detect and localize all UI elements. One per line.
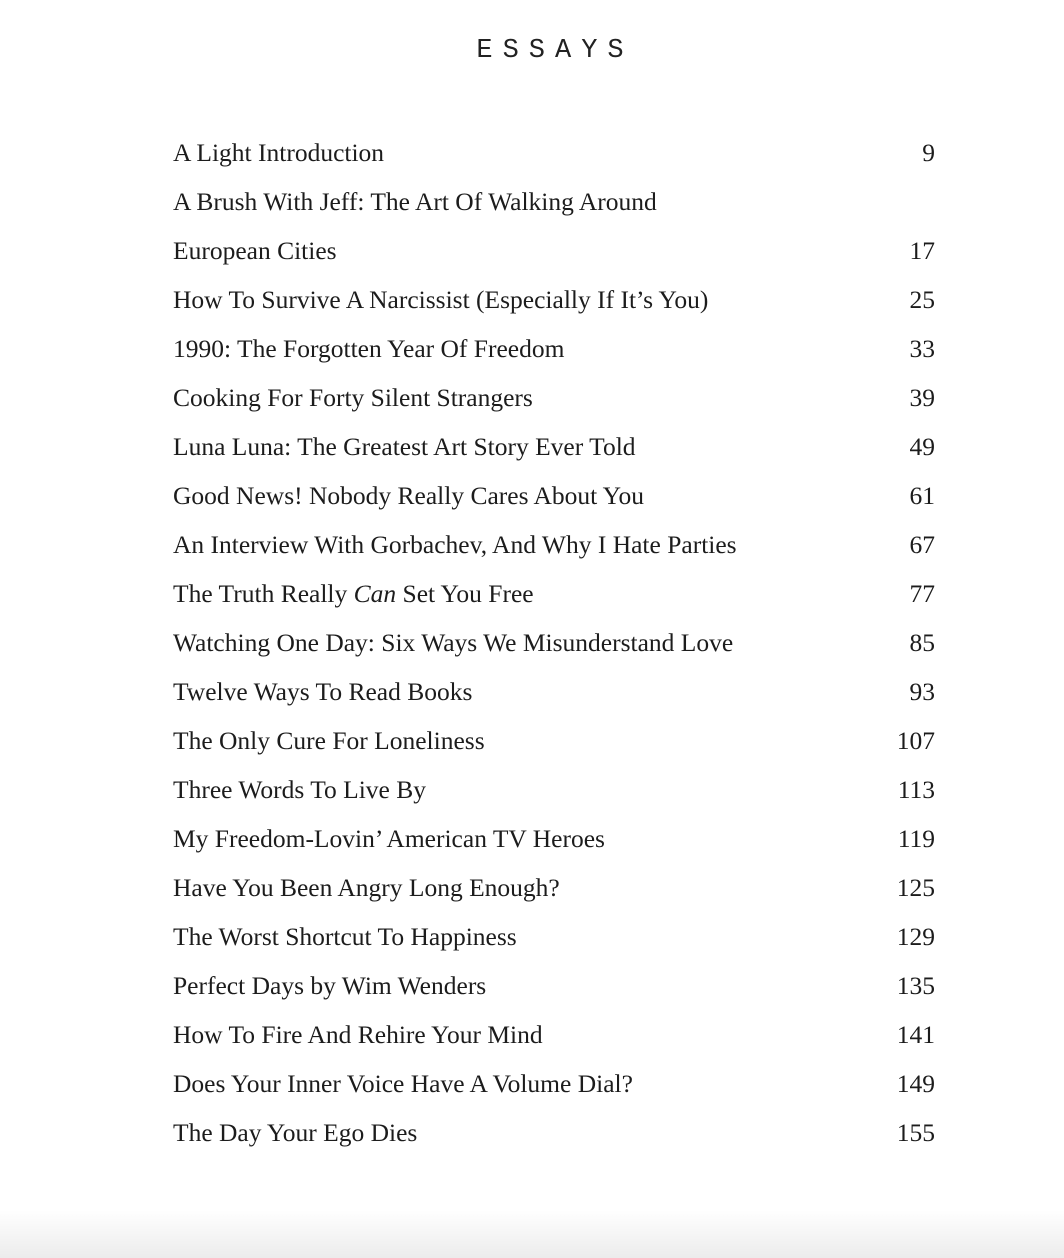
entry-page-number: 93: [909, 677, 935, 706]
page-bottom-shadow: [0, 1210, 1064, 1258]
entry-page-number: 155: [896, 1118, 935, 1147]
entry-title: Perfect Days by Wim Wenders: [173, 971, 487, 1000]
entry-page-number: 141: [896, 1020, 935, 1049]
entry-title: A Brush With Jeff: The Art Of Walking Around: [173, 187, 657, 216]
page-title: ESSAYS: [476, 36, 634, 66]
entry-title: Three Words To Live By: [173, 775, 427, 804]
entry-page-number: 113: [897, 775, 935, 804]
toc-entry[interactable]: [173, 914, 935, 963]
entry-title: An Interview With Gorbachev, And Why I Hate Parties: [173, 530, 737, 559]
toc-entry[interactable]: [173, 816, 935, 865]
entry-page-number: 85: [909, 628, 935, 657]
toc-entry[interactable]: [173, 865, 935, 914]
entry-page-number: 67: [909, 530, 935, 559]
table-of-contents: [173, 130, 935, 1159]
entry-page-number: 17: [909, 236, 935, 265]
toc-entry[interactable]: [173, 767, 935, 816]
entry-title-emphasis: Can: [353, 579, 397, 608]
entry-title: The Worst Shortcut To Happiness: [173, 922, 517, 951]
entry-page-number: 125: [896, 873, 935, 902]
entry-title: Twelve Ways To Read Books: [173, 677, 473, 706]
entry-page-number: 39: [909, 383, 935, 412]
entry-page-number: 135: [896, 971, 935, 1000]
entry-page-number: 149: [896, 1069, 935, 1098]
toc-entry[interactable]: [173, 130, 935, 179]
toc-entry[interactable]: [173, 718, 935, 767]
entry-page-number: 129: [896, 922, 935, 951]
entry-title: Have You Been Angry Long Enough?: [173, 873, 560, 902]
entry-title-start: The Truth Really: [173, 579, 354, 608]
toc-entry[interactable]: [173, 375, 935, 424]
toc-entry[interactable]: [173, 669, 935, 718]
entry-page-number: 107: [896, 726, 935, 755]
toc-entry[interactable]: [173, 963, 935, 1012]
entry-title: European Cities: [173, 236, 337, 265]
entry-title: The Only Cure For Loneliness: [173, 726, 485, 755]
toc-entry[interactable]: [173, 277, 935, 326]
entry-page-number: 25: [909, 285, 935, 314]
toc-entry[interactable]: [173, 1061, 935, 1110]
entry-page-number: 49: [909, 432, 935, 461]
toc-entry[interactable]: [173, 620, 935, 669]
entry-title-end: Set You Free: [396, 579, 534, 608]
toc-entry[interactable]: [173, 326, 935, 375]
entry-page-number: 9: [922, 138, 935, 167]
toc-entry[interactable]: [173, 1110, 935, 1159]
toc-entry[interactable]: [173, 424, 935, 473]
entry-title: [173, 571, 534, 617]
entry-title: Cooking For Forty Silent Strangers: [173, 383, 533, 412]
toc-entry[interactable]: [173, 473, 935, 522]
toc-entry[interactable]: [173, 571, 935, 620]
entry-title: My Freedom-Lovin’ American TV Heroes: [173, 824, 605, 853]
entry-title: The Day Your Ego Dies: [173, 1118, 418, 1147]
toc-entry[interactable]: [173, 522, 935, 571]
entry-page-number: 61: [909, 481, 935, 510]
toc-entry[interactable]: [173, 1012, 935, 1061]
toc-entry[interactable]: [173, 179, 935, 228]
entry-page-number: 77: [909, 579, 935, 608]
toc-entry[interactable]: [173, 228, 935, 277]
entry-title: Does Your Inner Voice Have A Volume Dial?: [173, 1069, 633, 1098]
entry-title: How To Survive A Narcissist (Especially If It’s You): [173, 285, 709, 314]
entry-title: 1990: The Forgotten Year Of Freedom: [173, 334, 565, 363]
entry-page-number: 119: [897, 824, 935, 853]
entry-title: How To Fire And Rehire Your Mind: [173, 1020, 543, 1049]
entry-title: Watching One Day: Six Ways We Misunderstand Love: [173, 628, 734, 657]
entry-page-number: 33: [909, 334, 935, 363]
entry-title: Good News! Nobody Really Cares About You: [173, 481, 645, 510]
entry-title: A Light Introduction: [173, 138, 385, 167]
entry-title: Luna Luna: The Greatest Art Story Ever Told: [173, 432, 636, 461]
